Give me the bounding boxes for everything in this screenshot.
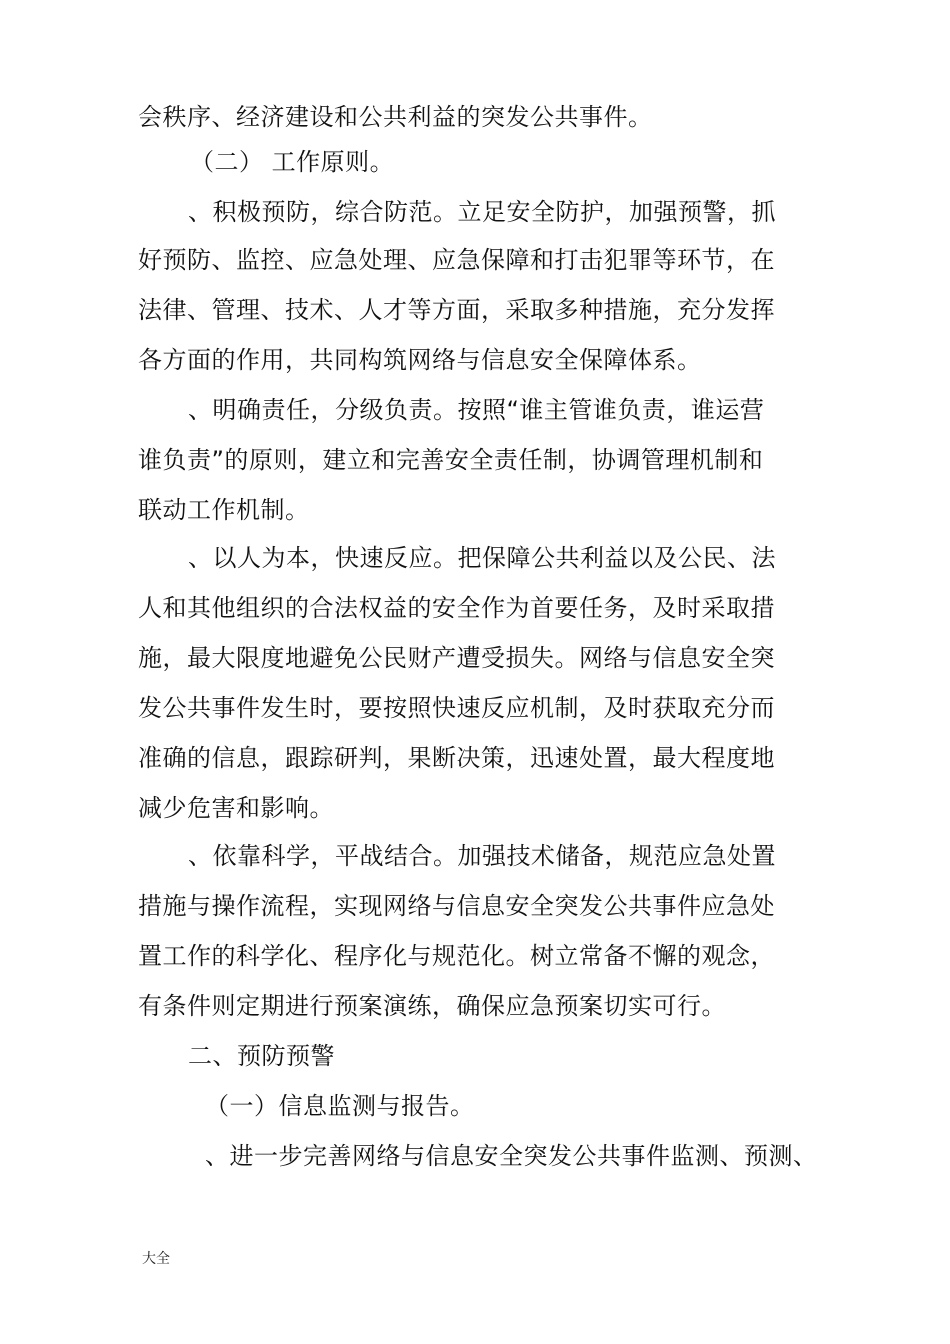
text-line: 置工作的科学化、程序化与规范化。树立常备不懈的观念， — [138, 942, 775, 970]
text-line: 谁负责”的原则，建立和完善安全责任制，协调管理机制和 — [138, 446, 764, 474]
text-line: 各方面的作用，共同构筑网络与信息安全保障体系。 — [138, 346, 702, 374]
text-line: 会秩序、经济建设和公共利益的突发公共事件。 — [138, 103, 653, 131]
text-line: 法律、管理、技术、人才等方面，采取多种措施，充分发挥 — [138, 296, 775, 324]
paragraph-start: 、明确责任，分级负责。按照“谁主管谁负责，谁运营 — [188, 396, 765, 424]
paragraph-start: 、进一步完善网络与信息安全突发公共事件监测、预测、 — [205, 1142, 818, 1170]
text-line: 有条件则定期进行预案演练，确保应急预案切实可行。 — [138, 992, 726, 1020]
subsection-heading: （一）信息监测与报告。 — [205, 1092, 475, 1120]
paragraph-start: 、以人为本，快速反应。把保障公共利益以及公民、法 — [188, 544, 776, 572]
section-heading: （二） 工作原则。 — [190, 148, 395, 176]
text-line: 好预防、监控、应急处理、应急保障和打击犯罪等环节，在 — [138, 246, 775, 274]
text-line: 发公共事件发生时，要按照快速反应机制，及时获取充分而 — [138, 694, 775, 722]
text-line: 措施与操作流程，实现网络与信息安全突发公共事件应急处 — [138, 892, 775, 920]
text-line: 减少危害和影响。 — [138, 794, 334, 822]
paragraph-start: 、积极预防，综合防范。立足安全防护，加强预警，抓 — [188, 198, 776, 226]
paragraph-start: 、依靠科学，平战结合。加强技术储备，规范应急处置 — [188, 842, 776, 870]
text-line: 准确的信息，跟踪研判，果断决策，迅速处置，最大程度地 — [138, 744, 775, 772]
text-line: 联动工作机制。 — [138, 496, 310, 524]
section-heading: 二、预防预警 — [188, 1042, 335, 1070]
text-line: 施，最大限度地避免公民财产遭受损失。网络与信息安全突 — [138, 644, 775, 672]
text-line: 人和其他组织的合法权益的安全作为首要任务，及时采取措 — [138, 594, 775, 622]
page-footer: 大全 — [142, 1251, 170, 1267]
